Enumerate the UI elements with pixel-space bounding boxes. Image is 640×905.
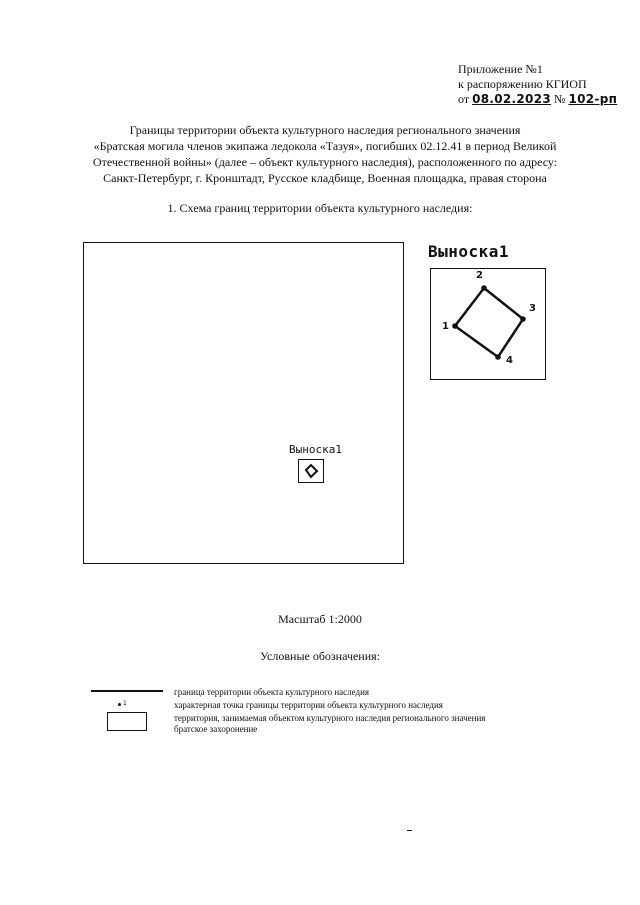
callout-label-big: Выноска1	[428, 242, 510, 261]
boundary-point-1-label: 1	[442, 321, 449, 332]
boundary-point-3-label: 3	[529, 303, 536, 314]
appendix-from: от	[458, 92, 470, 106]
appendix-header	[458, 62, 617, 107]
title-line-2: «Братская могила членов экипажа ледокола «Тазуя», погибших 02.12.41 в период Великой	[93, 139, 557, 153]
legend-item-burial: братское захоронение	[174, 724, 258, 734]
title-line-4: Санкт-Петербург, г. Кронштадт, Русское кладбище, Военная площадка, правая сторона	[103, 171, 547, 185]
document-title	[60, 122, 590, 186]
legend-item-point: характерная точка границы территории объекта культурного наследия	[174, 700, 443, 710]
appendix-date: 08.02.2023	[472, 92, 552, 106]
boundary-point-1-marker	[452, 323, 458, 329]
boundary-point-2-marker	[481, 285, 487, 291]
appendix-line-1: Приложение №1	[458, 62, 543, 76]
callout-box-small	[298, 459, 324, 483]
appendix-number: 102-рп	[568, 92, 618, 106]
callout-label-small: Выноска1	[289, 443, 342, 456]
legend-boundary-line-symbol	[91, 690, 163, 692]
boundary-point-2-label: 2	[476, 270, 483, 281]
legend-point-dot-symbol	[118, 703, 121, 706]
boundary-point-4-marker	[495, 354, 501, 360]
callout-frame-big	[430, 268, 546, 380]
legend-item-boundary: граница территории объекта культурного наследия	[174, 687, 370, 697]
legend-point-sample-label: 1	[123, 700, 127, 707]
appendix-number-sign: №	[554, 92, 566, 106]
boundary-point-3-marker	[520, 316, 526, 322]
schema-heading: 1. Схема границ территории объекта культурного наследия:	[167, 201, 473, 215]
scheme-map-frame	[83, 242, 404, 564]
territory-outline-small	[299, 460, 323, 482]
appendix-line-3	[458, 92, 617, 107]
boundary-point-4-label: 4	[506, 355, 513, 366]
legend-item-territory: территория, занимаемая объектом культурного наследия регионального значения	[174, 713, 486, 723]
page-mark	[407, 830, 412, 831]
appendix-line-2: к распоряжению КГИОП	[458, 77, 587, 91]
legend-territory-box-symbol	[107, 712, 147, 731]
scale-label: Масштаб 1:2000	[278, 612, 362, 626]
title-line-3: Отечественной войны» (далее – объект культурного наследия), расположенного по адресу:	[92, 155, 558, 169]
title-line-1: Границы территории объекта культурного наследия регионального значения	[129, 123, 521, 137]
legend-title: Условные обозначения:	[259, 649, 381, 663]
